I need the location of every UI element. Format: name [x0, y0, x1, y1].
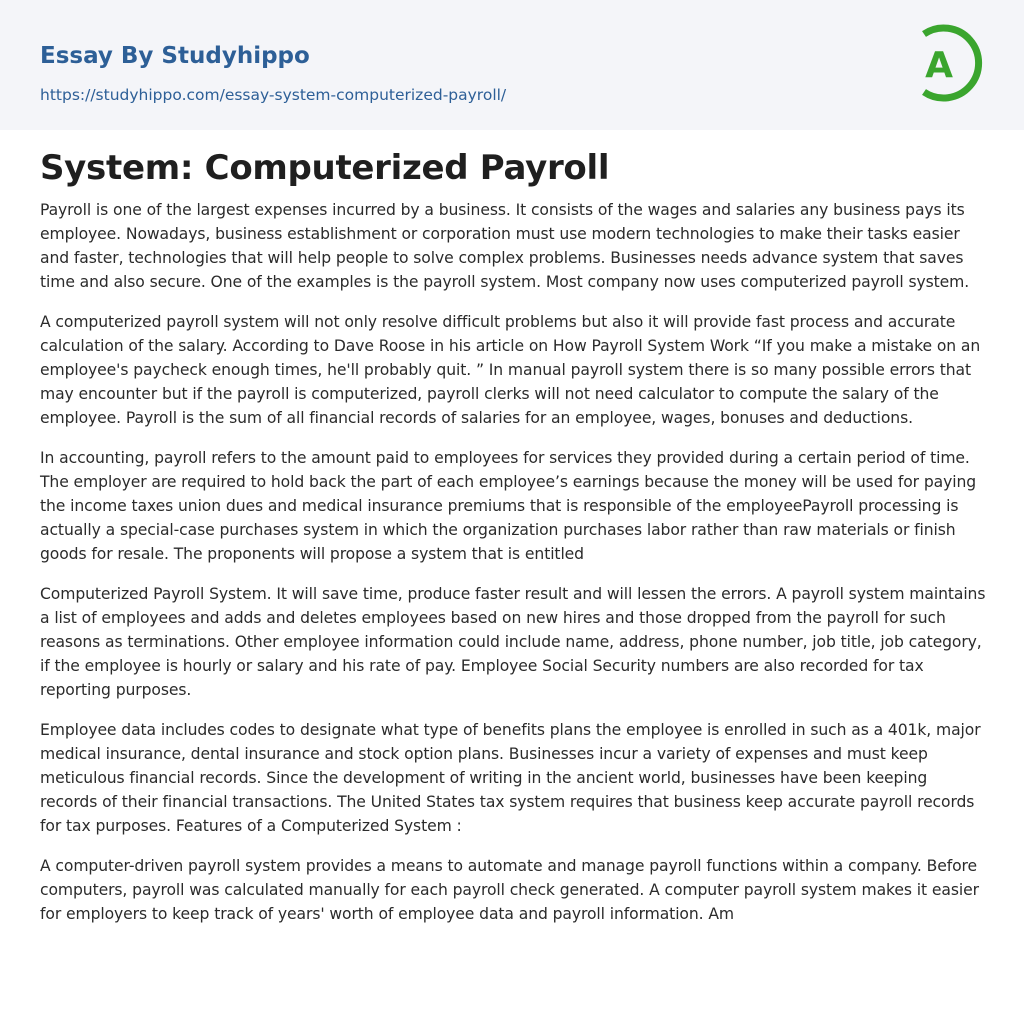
- site-header: [0, 0, 1024, 130]
- brand-title[interactable]: Essay By Studyhippo: [40, 43, 310, 69]
- source-url-link[interactable]: https://studyhippo.com/essay-system-computerized-payroll/: [40, 86, 507, 104]
- paragraph-2: A computerized payroll system will not only resolve difficult problems but also it will provide fast process and accurate calculation of the salary. According to Dave Roose in his article on How Payroll System Work “If you make a mistake on an employee's paycheck enough times, he'll probably quit. ” In manual payroll system there is so many possible errors that may encounter but if the payroll is computerized, payroll clerks will not need calculator to compute the salary of the employee. Payroll is the sum of all financial records of salaries for an employee, wages, bonuses and deductions.: [40, 313, 981, 427]
- paragraph-1: Payroll is one of the largest expenses incurred by a business. It consists of the wages and salaries any business pays its employee. Nowadays, business establishment or corporation must use modern technologies to make their tasks easier and faster, technologies that will help people to solve complex problems. Businesses needs advance system that saves time and also secure. One of the examples is the payroll system. Most company now uses computerized payroll system.: [40, 201, 970, 291]
- paragraph-5: Employee data includes codes to designate what type of benefits plans the employee is enrolled in such as a 401k, major medical insurance, dental insurance and stock option plans. Businesses incur a variety of expenses and must keep meticulous financial records. Since the development of writing in the ancient world, businesses have been keeping records of their financial transactions. The United States tax system requires that business keep accurate payroll records for tax purposes. Features of a Computerized System :: [40, 721, 981, 835]
- paragraph-3: In accounting, payroll refers to the amount paid to employees for services they provided during a certain period of time. The employer are required to hold back the part of each employee’s earnings because the money will be used for paying the income taxes union dues and medical insurance premiums that is responsible of the employeePayroll processing is actually a special-case purchases system in which the organization purchases labor rather than raw materials or finish goods for resale. The proponents will propose a system that is entitled: [40, 449, 977, 563]
- article: [40, 144, 988, 942]
- paragraph-4: Computerized Payroll System. It will save time, produce faster result and will lessen the errors. A payroll system maintains a list of employees and adds and deletes employees based on new hires and those dropped from the payroll for such reasons as terminations. Other employee information could include name, address, phone number, job title, job category, if the employee is hourly or salary and his rate of pay. Employee Social Security numbers are also recorded for tax reporting purposes.: [40, 585, 986, 699]
- page-title: System: Computerized Payroll: [40, 148, 610, 188]
- paragraph-6: A computer-driven payroll system provides a means to automate and manage payroll functions within a company. Before computers, payroll was calculated manually for each payroll check generated. A computer payroll system makes it easier for employers to keep track of years' worth of employee data and payroll information. Am: [40, 857, 979, 923]
- studyhippo-logo-icon[interactable]: [908, 18, 992, 106]
- svg-text:A: A: [925, 45, 953, 86]
